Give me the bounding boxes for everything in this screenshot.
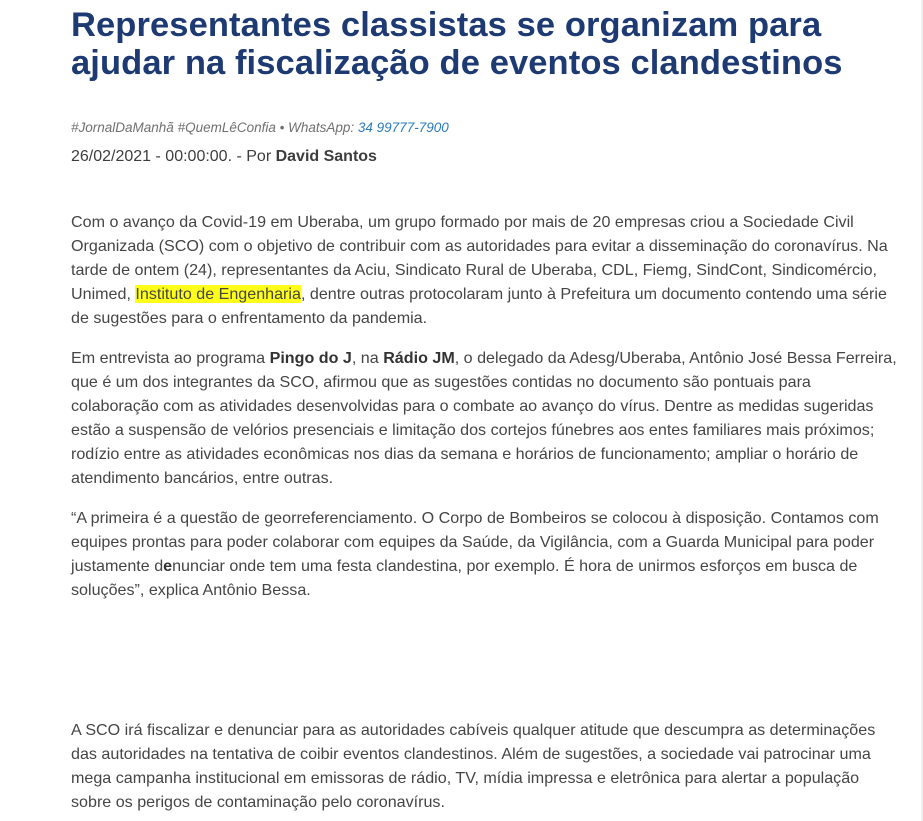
article-paragraph-4: A SCO irá fiscalizar e denunciar para as autoridades cabíveis qualquer atitude que descumpra as determinações das autoridades na tentativa de coibir eventos clandestinos. Além de sugestões, a sociedade vai patrocinar uma mega campanha institucional em emissoras de rádio, TV, mídia impressa e eletrônica para alertar a população sobre os perigos de contaminação pelo coronavírus. (71, 721, 876, 811)
byline-date: 26/02/2021 - 00:00:00. - Por (71, 148, 276, 165)
paragraph-1-text-before: Com o avanço da Covid-19 em Uberaba, um grupo formado por mais de 20 empresas criou a Sociedade Civil Organizada (SCO) com o objetivo de contribuir com as autoridades para evitar a disseminação do coronavírus. Na tarde de ontem (24), representantes da Aciu, Sindicato Rural de Uberaba, CDL, Fiemg, SindCont, Sindicomércio, Unimed, (71, 213, 888, 303)
paragraph-3-text-2: nunciar onde tem uma festa clandestina, por exemplo. É hora de unirmos esforços em busca de soluções”, explica Antônio Bessa. (71, 557, 858, 599)
article-paragraph-2 (71, 346, 901, 490)
bold-letter: e (163, 557, 173, 575)
article-headline: Representantes classistas se organizam para ajudar na fiscalização de eventos clandestinos (71, 6, 843, 82)
paragraph-2-text-2: , na (351, 349, 384, 367)
article (71, 0, 901, 811)
paragraph-3-text-1: “A primeira é a questão de georreferenciamento. O Corpo de Bombeiros se colocou à disposição. Contamos com equipes prontas para poder colaborar com equipes da Saúde, da Vigilância, com a Guarda Municipal para poder justamente d (71, 509, 879, 575)
article-byline (71, 148, 377, 166)
paragraph-1-text-after: , dentre outras protocolaram junto à Prefeitura um documento contendo uma série de sugestões para o enfrentamento da pandemia. (71, 285, 887, 327)
byline-author: David Santos (275, 148, 377, 165)
article-paragraph-3 (71, 506, 901, 602)
program-name: Pingo do J (269, 349, 352, 367)
paragraph-2-text-1: Em entrevista ao programa (71, 349, 270, 367)
radio-name: Rádio JM (383, 349, 455, 367)
paragraph-2-text-3: , o delegado da Adesg/Uberaba, Antônio José Bessa Ferreira, que é um dos integrantes da SCO, afirmou que as sugestões contidas no documento são pontuais para colaboração com as atividades desenvolvidas para o combate ao avanço do vírus. Dentre as medidas sugeridas estão a suspensão de velórios presenciais e limitação dos cortejos fúnebres aos entes familiares mais próximos; rodízio entre as atividades econômicas nos dias da semana e horários de funcionamento; ampliar o horário de atendimento bancários, entre outras. (71, 349, 897, 487)
whatsapp-phone-link[interactable]: 34 99777-7900 (357, 120, 449, 135)
article-paragraph-1 (71, 210, 901, 330)
highlighted-text: Instituto de Engenharia (135, 285, 301, 303)
tagline-text: #JornalDaManhã #QuemLêConfia • WhatsApp: (71, 120, 358, 135)
article-tagline (71, 120, 449, 135)
